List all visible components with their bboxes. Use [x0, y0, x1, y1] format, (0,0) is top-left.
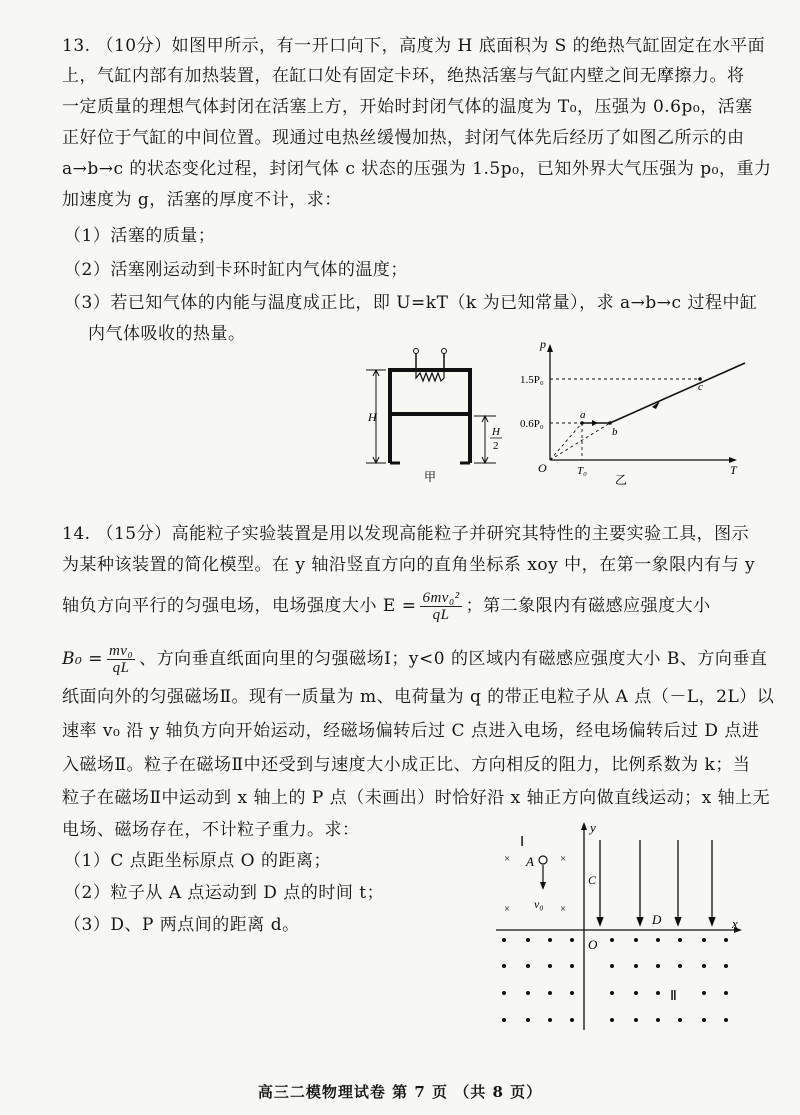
q14-line-4-post: 、方向垂直纸面向里的匀强磁场Ⅰ；y<0 的区域内有磁感应强度大小 B、方向垂直 [139, 649, 768, 669]
page-footer: 高三二模物理试卷 第 7 页 （共 8 页） [257, 1083, 543, 1101]
q14-line-3-post: ；第二象限内有磁感应强度大小 [465, 596, 711, 616]
e-field-num: 6mv₀² [422, 590, 460, 606]
fig-yi-caption: 乙 [615, 473, 628, 487]
q13-item-2: （2）活塞刚运动到卡环时缸内气体的温度； [64, 260, 408, 280]
q14-line-1: 14. （15分）高能粒子实验装置是用以发现高能粒子并研究其特性的主要实验工具，图示 [62, 524, 750, 544]
q13-item-3-cont: 内气体吸收的热量。 [88, 324, 246, 344]
q14-line-6: 速率 v₀ 沿 y 轴负方向开始运动，经磁场偏转后过 C 点进入电场，经电场偏转后过 D 点进 [62, 721, 760, 741]
b0-den: qL [112, 660, 130, 676]
fig-yi-x-axis: T [730, 463, 737, 477]
svg-text:×: × [504, 853, 511, 865]
q14-line-5: 纸面向外的匀强磁场Ⅱ。现有一质量为 m、电荷量为 q 的带正电粒子从 A 点（－L，2L）以 [62, 687, 775, 707]
q14-line-4 [62, 643, 767, 676]
fig-jia-caption: 甲 [424, 470, 437, 484]
q14-line-9: 电场、磁场存在，不计粒子重力。求： [62, 820, 360, 840]
q13-line-6: 加速度为 g，活塞的厚度不计，求： [62, 190, 342, 210]
svg-text:×: × [504, 903, 511, 915]
fig-jia-h-half-num: H [492, 426, 500, 438]
b0-fraction [107, 643, 135, 676]
q13-line-5: a→b→c 的状态变化过程，封闭气体 c 状态的压强为 1.5p₀，已知外界大气压强为 p₀，重力 [62, 159, 772, 179]
fig-jia-h-label: H [368, 410, 377, 424]
svg-text:×: × [560, 903, 567, 915]
q13-line-2: 上，气缸内部有加热装置，在缸口处有固定卡环，绝热活塞与气缸内壁之间无摩擦力。将 [62, 66, 745, 86]
q14-line-2: 为某种该装置的简化模型。在 y 轴沿竖直方向的直角坐标系 xoy 中，在第一象限内有与 y [62, 555, 756, 575]
figure-q14 [490, 818, 750, 1033]
q13-item-3: （3）若已知气体的内能与温度成正比，即 U=kT（k 为已知常量），求 a→b→c 过程中缸 [64, 293, 758, 313]
q14-item-1: （1）C 点距坐标原点 O 的距离； [64, 851, 331, 871]
q14-line-8: 粒子在磁场Ⅱ中运动到 x 轴上的 P 点（未画出）时恰好沿 x 轴正方向做直线运动；x 轴上无 [62, 788, 771, 808]
q14-fig-y-axis: y [590, 820, 596, 835]
fig-yi-p-high: 1.5P₀ [520, 374, 544, 386]
figure-jia [360, 345, 510, 485]
b0-label: B₀ = [62, 649, 103, 669]
e-field-den: qL [432, 607, 450, 623]
e-field-fraction [420, 590, 461, 623]
q14-fig-v0: v₀ [534, 897, 544, 911]
q13-line-1: 13. （10分）如图甲所示，有一开口向下，高度为 H 底面积为 S 的绝热气缸固定在水平面 [62, 36, 766, 56]
q14-line-3 [62, 590, 711, 623]
q13-line-3: 一定质量的理想气体封闭在活塞上方，开始时封闭气体的温度为 T₀，压强为 0.6p₀，活塞 [62, 97, 753, 117]
fig-jia-h-half-den: 2 [493, 440, 499, 452]
figure-yi [520, 338, 765, 488]
b0-num: mv₀ [108, 643, 134, 659]
fig-yi-y-axis: p [540, 338, 546, 351]
q14-fig-origin: O [588, 937, 598, 952]
q14-line-7: 入磁场Ⅱ。粒子在磁场Ⅱ中还受到与速度大小成正比、方向相反的阻力，比例系数为 k；当 [62, 755, 751, 775]
fig-yi-t0: T₀ [577, 465, 587, 477]
q14-item-2: （2）粒子从 A 点运动到 D 点的时间 t； [64, 883, 385, 903]
fig-yi-origin: O [538, 461, 547, 475]
fig-yi-p-low: 0.6P₀ [520, 418, 544, 430]
fig-yi-pt-b: b [612, 426, 618, 438]
q14-fig-pt-d: D [652, 912, 662, 927]
fig-yi-pt-c: c [698, 381, 703, 393]
q14-fig-region-2: Ⅱ [670, 989, 677, 1004]
q14-fig-pt-a: A [526, 854, 534, 869]
q14-item-3: （3）D、P 两点间的距离 d。 [64, 915, 300, 935]
q14-fig-pt-c: C [588, 873, 597, 887]
q14-fig-dots [502, 938, 728, 1022]
svg-text:×: × [560, 853, 567, 865]
q14-fig-x-axis: x [732, 916, 738, 931]
q14-fig-region-1: Ⅰ [520, 835, 525, 850]
q14-line-3-pre: 轴负方向平行的匀强电场，电场强度大小 E = [62, 596, 417, 616]
q13-line-4: 正好位于气缸的中间位置。现通过电热丝缓慢加热，封闭气体先后经历了如图乙所示的由 [62, 128, 745, 148]
q13-item-1: （1）活塞的质量； [64, 226, 216, 246]
fig-yi-pt-a: a [580, 409, 586, 421]
